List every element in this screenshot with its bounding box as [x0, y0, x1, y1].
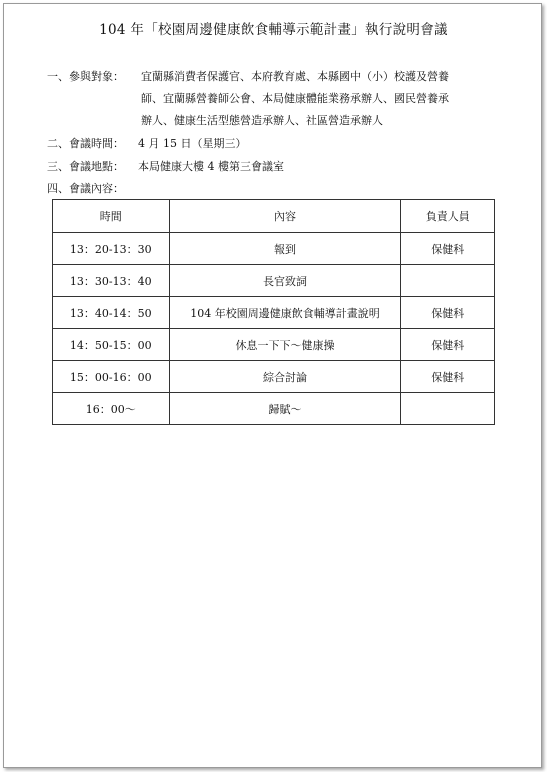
attendees-label-text: 一、參與對象： — [47, 70, 124, 83]
header-owner: 負責人員 — [401, 200, 495, 233]
cell-time: 14：50-15：00 — [53, 329, 170, 361]
table-row — [53, 329, 495, 361]
cell-time: 13：30-13：40 — [53, 265, 170, 297]
cell-content: 長官致詞 — [169, 265, 401, 297]
cell-owner: 保健科 — [401, 233, 495, 265]
meeting-content-label: 四、會議內容： — [47, 182, 124, 195]
table-row — [53, 233, 495, 265]
meeting-location — [47, 156, 284, 177]
cell-content: 報到 — [169, 233, 401, 265]
table-row — [53, 265, 495, 297]
cell-content: 休息一下下～健康操 — [169, 329, 401, 361]
document-title: 104 年「校園周邊健康飲食輔導示範計畫」執行說明會議 — [99, 22, 448, 38]
attendees-label — [47, 66, 141, 87]
meeting-location-value: 本局健康大樓 4 樓第三會議室 — [138, 160, 284, 173]
meeting-time — [47, 133, 247, 154]
cell-content: 綜合討論 — [169, 361, 401, 393]
cell-time: 15：00-16：00 — [53, 361, 170, 393]
header-time: 時間 — [53, 200, 170, 233]
cell-time: 13：20-13：30 — [53, 233, 170, 265]
attendees-line: 宜蘭縣消費者保護官、本府教育處、本縣國中（小）校護及營養 — [141, 70, 449, 83]
cell-time: 16：00～ — [53, 393, 170, 425]
attendees-value — [141, 66, 511, 132]
cell-content: 104 年校園周邊健康飲食輔導計畫說明 — [169, 297, 401, 329]
cell-owner: 保健科 — [401, 329, 495, 361]
cell-owner — [401, 265, 495, 297]
cell-owner: 保健科 — [401, 297, 495, 329]
meeting-time-label: 二、會議時間： — [47, 137, 124, 150]
schedule-table — [52, 199, 495, 425]
meeting-time-value: 4 月 15 日（星期三） — [138, 137, 247, 150]
cell-time: 13：40-14：50 — [53, 297, 170, 329]
attendees-line: 辦人、健康生活型態營造承辦人、社區營造承辦人 — [141, 114, 383, 127]
meeting-location-label: 三、會議地點： — [47, 160, 124, 173]
attendees-line: 師、宜蘭縣營養師公會、本局健康體能業務承辦人、國民營養承 — [141, 92, 449, 105]
table-header-row — [53, 200, 495, 233]
header-content: 內容 — [169, 200, 401, 233]
cell-owner: 保健科 — [401, 361, 495, 393]
table-row — [53, 361, 495, 393]
cell-content: 歸賦～ — [169, 393, 401, 425]
table-row — [53, 297, 495, 329]
cell-owner — [401, 393, 495, 425]
table-row — [53, 393, 495, 425]
meeting-content — [47, 178, 124, 199]
